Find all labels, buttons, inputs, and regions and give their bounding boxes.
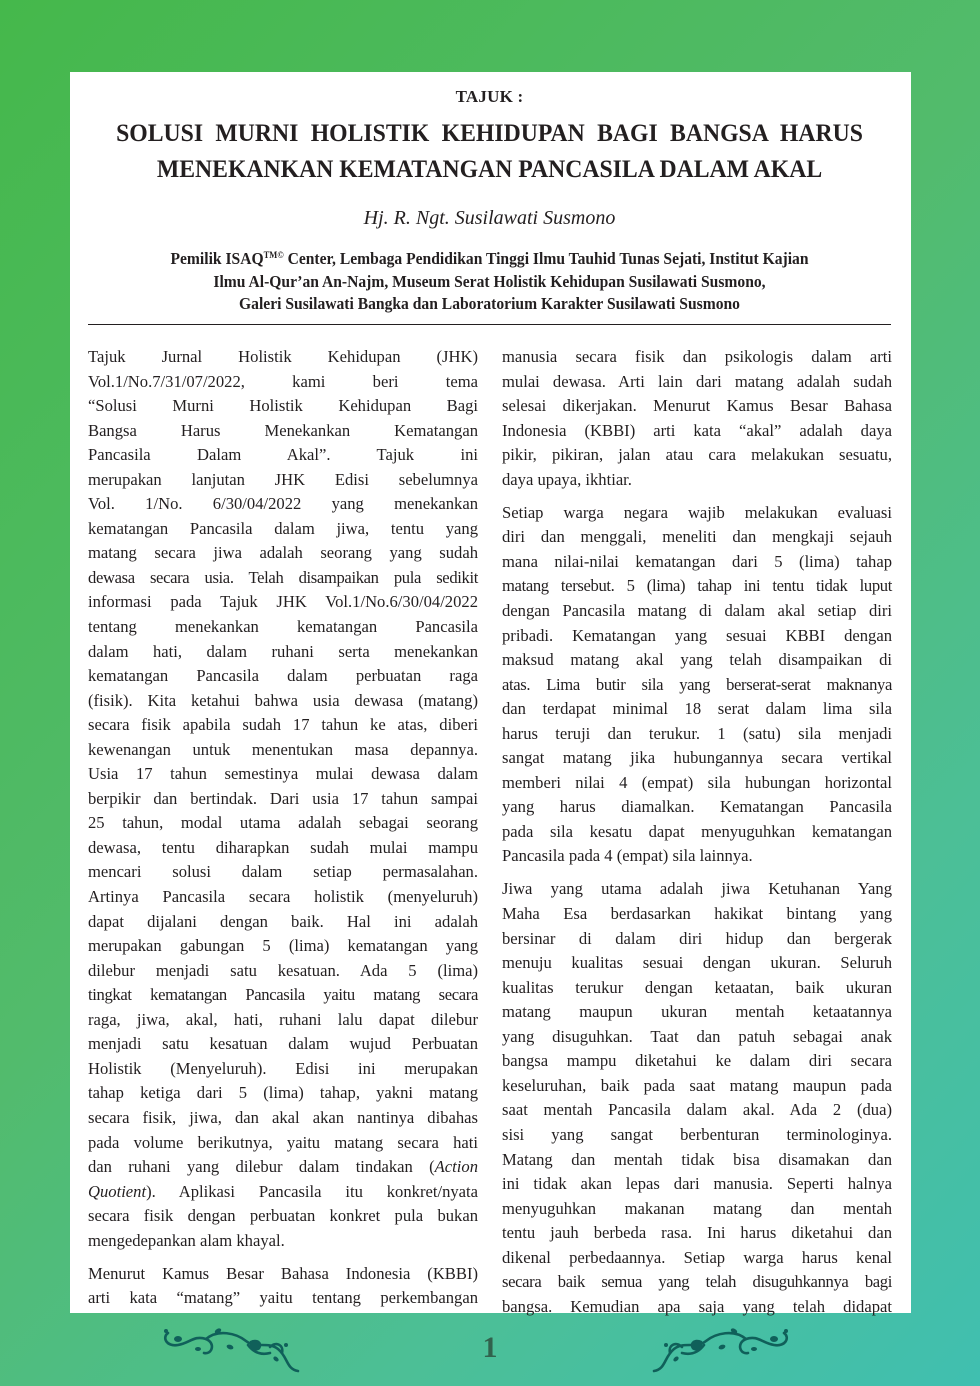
text-line: ini tidak akan lepas dari manusia. Seperti halnya <box>502 1174 892 1194</box>
text-line: secara fisik apabila sudah 17 tahun ke atas, diberi <box>88 715 478 735</box>
text-line: kematangan Pancasila dalam perbuatan raga <box>88 666 478 686</box>
paragraph <box>502 345 892 492</box>
text-line: dewasa secara usia. Telah disampaikan pula sedikit <box>88 567 478 587</box>
text-line: secara fisik dengan perbuatan konkret pula bukan <box>88 1206 478 1226</box>
floral-ornament-right-icon <box>644 1319 794 1379</box>
text-line: dan terdapat minimal 18 serat dalam lima sila <box>502 699 892 719</box>
text-line <box>88 1155 478 1180</box>
text-line: kualitas terukur dengan ketaatan, baik ukuran <box>502 977 892 997</box>
paragraph <box>88 1262 478 1311</box>
title-line-1: SOLUSI MURNI HOLISTIK KEHIDUPAN BAGI BANGSA HARUS <box>116 118 863 147</box>
text-line: Bangsa Harus Menekankan Kematangan <box>88 420 478 440</box>
text-line: dengan Pancasila matang di dalam akal setiap diri <box>502 600 892 620</box>
text-line: keseluruhan, baik pada saat matang maupun pada <box>502 1075 892 1095</box>
right-column <box>502 345 892 1328</box>
page-footer <box>0 1313 980 1386</box>
text-line: berpikir dan bertindak. Dari usia 17 tahun sampai <box>88 788 478 808</box>
text-line: yang harus diamalkan. Kematangan Pancasila <box>502 797 892 817</box>
text-line: Pancasila Dalam Akal”. Tajuk ini <box>88 445 478 465</box>
text-line: manusia secara fisik dan psikologis dalam arti <box>502 347 892 366</box>
text-line: sangat matang jika hubungannya secara vertikal <box>502 748 892 768</box>
text-line: Holistik (Menyeluruh). Edisi ini merupakan <box>88 1058 478 1078</box>
paragraph <box>88 345 478 1253</box>
text-line: dilebur menjadi satu kesatuan. Ada 5 (lima) <box>88 960 478 980</box>
text-line: pada sila kesatu dapat menyuguhkan kematangan <box>502 821 892 841</box>
text-line: diri dan menggali, meneliti dan mengkaji sejauh <box>502 527 892 547</box>
text-line: pada volume berikutnya, yaitu matang secara hati <box>88 1132 478 1152</box>
text-line: 25 tahun, modal utama adalah sebagai seorang <box>88 813 478 833</box>
paragraph <box>502 877 892 1319</box>
text-line: matang tersebut. 5 (lima) tahap ini tentu tidak luput <box>502 576 892 596</box>
text-line: Indonesia (KBBI) arti kata “akal” adalah daya <box>502 420 892 440</box>
text-line: maksud matang akal yang telah disampaikan di <box>502 650 892 670</box>
text-line: Menurut Kamus Besar Bahasa Indonesia (KBBI) <box>88 1263 478 1283</box>
text-line: harus teruji dan terukur. 1 (satu) sila menjadi <box>502 723 892 743</box>
title-line-2: MENEKANKAN KEMATANGAN PANCASILA DALAM AKAL <box>156 154 823 183</box>
text-line: tingkat kematangan Pancasila yaitu matang secara <box>88 985 478 1005</box>
text-line: merupakan gabungan 5 (lima) kematangan yang <box>88 936 478 956</box>
affiliation-line-1 <box>110 244 869 271</box>
text-line: sisi yang sangat berbenturan terminologinya. <box>502 1124 892 1144</box>
text-line: bangsa mampu diketahui ke dalam diri secara <box>502 1051 892 1071</box>
text-line: “Solusi Murni Holistik Kehidupan Bagi <box>88 396 478 416</box>
header-divider <box>88 324 891 325</box>
text-line: Maha Esa berdasarkan hakikat bintang yang <box>502 904 892 924</box>
text-line: merupakan lanjutan JHK Edisi sebelumnya <box>88 469 478 489</box>
text-line: dewasa, tentu diharapkan sudah mulai mampu <box>88 837 478 857</box>
text-line: menjadi satu kesatuan dalam wujud Perbuatan <box>88 1034 478 1054</box>
text-line: Matang dan mentah tidak bisa disamakan dan <box>502 1149 892 1169</box>
text-line: raga, jiwa, akal, hati, ruhani lalu dapat dilebur <box>88 1009 478 1029</box>
section-kicker: TAJUK : <box>455 87 524 106</box>
left-column <box>88 345 478 1319</box>
text-line: mencari solusi dalam setiap permasalahan. <box>88 862 478 882</box>
affiliation-line-2: Ilmu Al-Qur’an An-Najm, Museum Serat Holistik Kehidupan Susilawati Susmono, <box>213 271 766 291</box>
text-line: bangsa. Kemudian apa saja yang telah didapat <box>502 1296 892 1316</box>
text-line: kematangan Pancasila dalam jiwa, tentu yang <box>88 518 478 538</box>
text-line: Vol.1/No.7/31/07/2022, kami beri tema <box>88 371 478 391</box>
text-line: selesai dikerjakan. Menurut Kamus Besar Bahasa <box>502 396 892 416</box>
author-name: Hj. R. Ngt. Susilawati Susmono <box>363 207 616 229</box>
text-line: tahap ketiga dari 5 (lima) tahap, yakni matang <box>88 1083 478 1103</box>
text-line: tentu jauh berbeda rasa. Ini harus diketahui dan <box>502 1223 892 1243</box>
text-line: pribadi. Kematangan yang sesuai KBBI dengan <box>502 625 892 645</box>
italic-term: Quotient <box>88 1181 147 1201</box>
text-line: saat mentah Pancasila dalam akal. Ada 2 (dua) <box>502 1100 892 1120</box>
page-number: 1 <box>482 1331 498 1364</box>
text-line: Vol. 1/No. 6/30/04/2022 yang menekankan <box>88 494 478 514</box>
text-line: secara baik semua yang telah disuguhkannya bagi <box>502 1272 892 1292</box>
affiliation-text: Center, Lembaga Pendidikan Tinggi Ilmu Tauhid Tunas Sejati, Institut Kajian <box>283 249 809 268</box>
affiliation-text: Pemilik ISAQ <box>170 249 264 268</box>
text-line: kewenangan untuk menentukan masa depannya. <box>88 739 478 759</box>
text-line: (fisik). Kita ketahui bahwa usia dewasa (matang) <box>88 690 478 710</box>
affiliation-line-3: Galeri Susilawati Bangka dan Laboratorium Karakter Susilawati Susmono <box>239 294 740 313</box>
text-line: atas. Lima butir sila yang berserat-serat maknanya <box>502 674 892 694</box>
text-line: mulai dewasa. Arti lain dari matang adalah sudah <box>502 371 892 391</box>
text-line: menuju kualitas sesuai dengan ukuran. Seluruh <box>502 953 892 973</box>
text-line: Tajuk Jurnal Holistik Kehidupan (JHK) <box>88 347 478 366</box>
text-line: yang disuguhkan. Taat dan patuh sebagai anak <box>502 1026 892 1046</box>
text-line: mengedepankan alam khayal. <box>88 1230 285 1250</box>
text-line: arti kata “matang” yaitu tentang perkembangan <box>88 1288 478 1308</box>
text-line: bersinar di dalam diri hidup dan bergerak <box>502 928 892 948</box>
text-line: pikir, pikiran, jalan atau cara melakukan sesuatu, <box>502 445 892 465</box>
text-line: matang secara jiwa adalah seorang yang sudah <box>88 543 478 563</box>
text-line: Pancasila pada 4 (empat) sila lainnya. <box>502 846 753 866</box>
text-line: mana nilai-nilai kematangan dari 5 (lima) tahap <box>502 551 892 571</box>
text-line: tentang menekankan kematangan Pancasila <box>88 617 478 637</box>
text-line: Usia 17 tahun semestinya mulai dewasa dalam <box>88 764 478 784</box>
text-line: Artinya Pancasila secara holistik (menyeluruh) <box>88 887 478 907</box>
text-line: dalam hati, dalam ruhani serta menekankan <box>88 641 478 661</box>
article-title <box>116 115 863 187</box>
journal-page <box>70 72 911 1316</box>
text-line: Jiwa yang utama adalah jiwa Ketuhanan Yang <box>502 879 892 899</box>
text-line: memberi nilai 4 (empat) sila hubungan horizontal <box>502 772 892 792</box>
text-line: informasi pada Tajuk JHK Vol.1/No.6/30/04/2022 <box>88 592 478 612</box>
text-line: matang maupun ukuran mentah ketaatannya <box>502 1002 892 1022</box>
text-run: dan ruhani yang dilebur dalam tindakan ( <box>88 1157 435 1177</box>
text-line <box>88 1180 478 1205</box>
trademark-mark: TM© <box>263 250 284 260</box>
italic-term: Action <box>434 1157 478 1177</box>
author-affiliation <box>110 244 869 316</box>
paragraph <box>502 501 892 869</box>
text-line: daya upaya, ikhtiar. <box>502 469 632 489</box>
text-line: secara fisik, jiwa, dan akal akan nantinya dibahas <box>88 1107 478 1127</box>
text-line: dikenal perbedaannya. Setiap warga harus kenal <box>502 1247 892 1267</box>
text-line: dapat dijalani dengan baik. Hal ini adalah <box>88 911 478 931</box>
text-line: menyuguhkan makanan matang dan mentah <box>502 1198 892 1218</box>
text-run: ). Aplikasi Pancasila itu konkret/nyata <box>146 1181 478 1201</box>
text-line: Setiap warga negara wajib melakukan evaluasi <box>502 502 892 522</box>
